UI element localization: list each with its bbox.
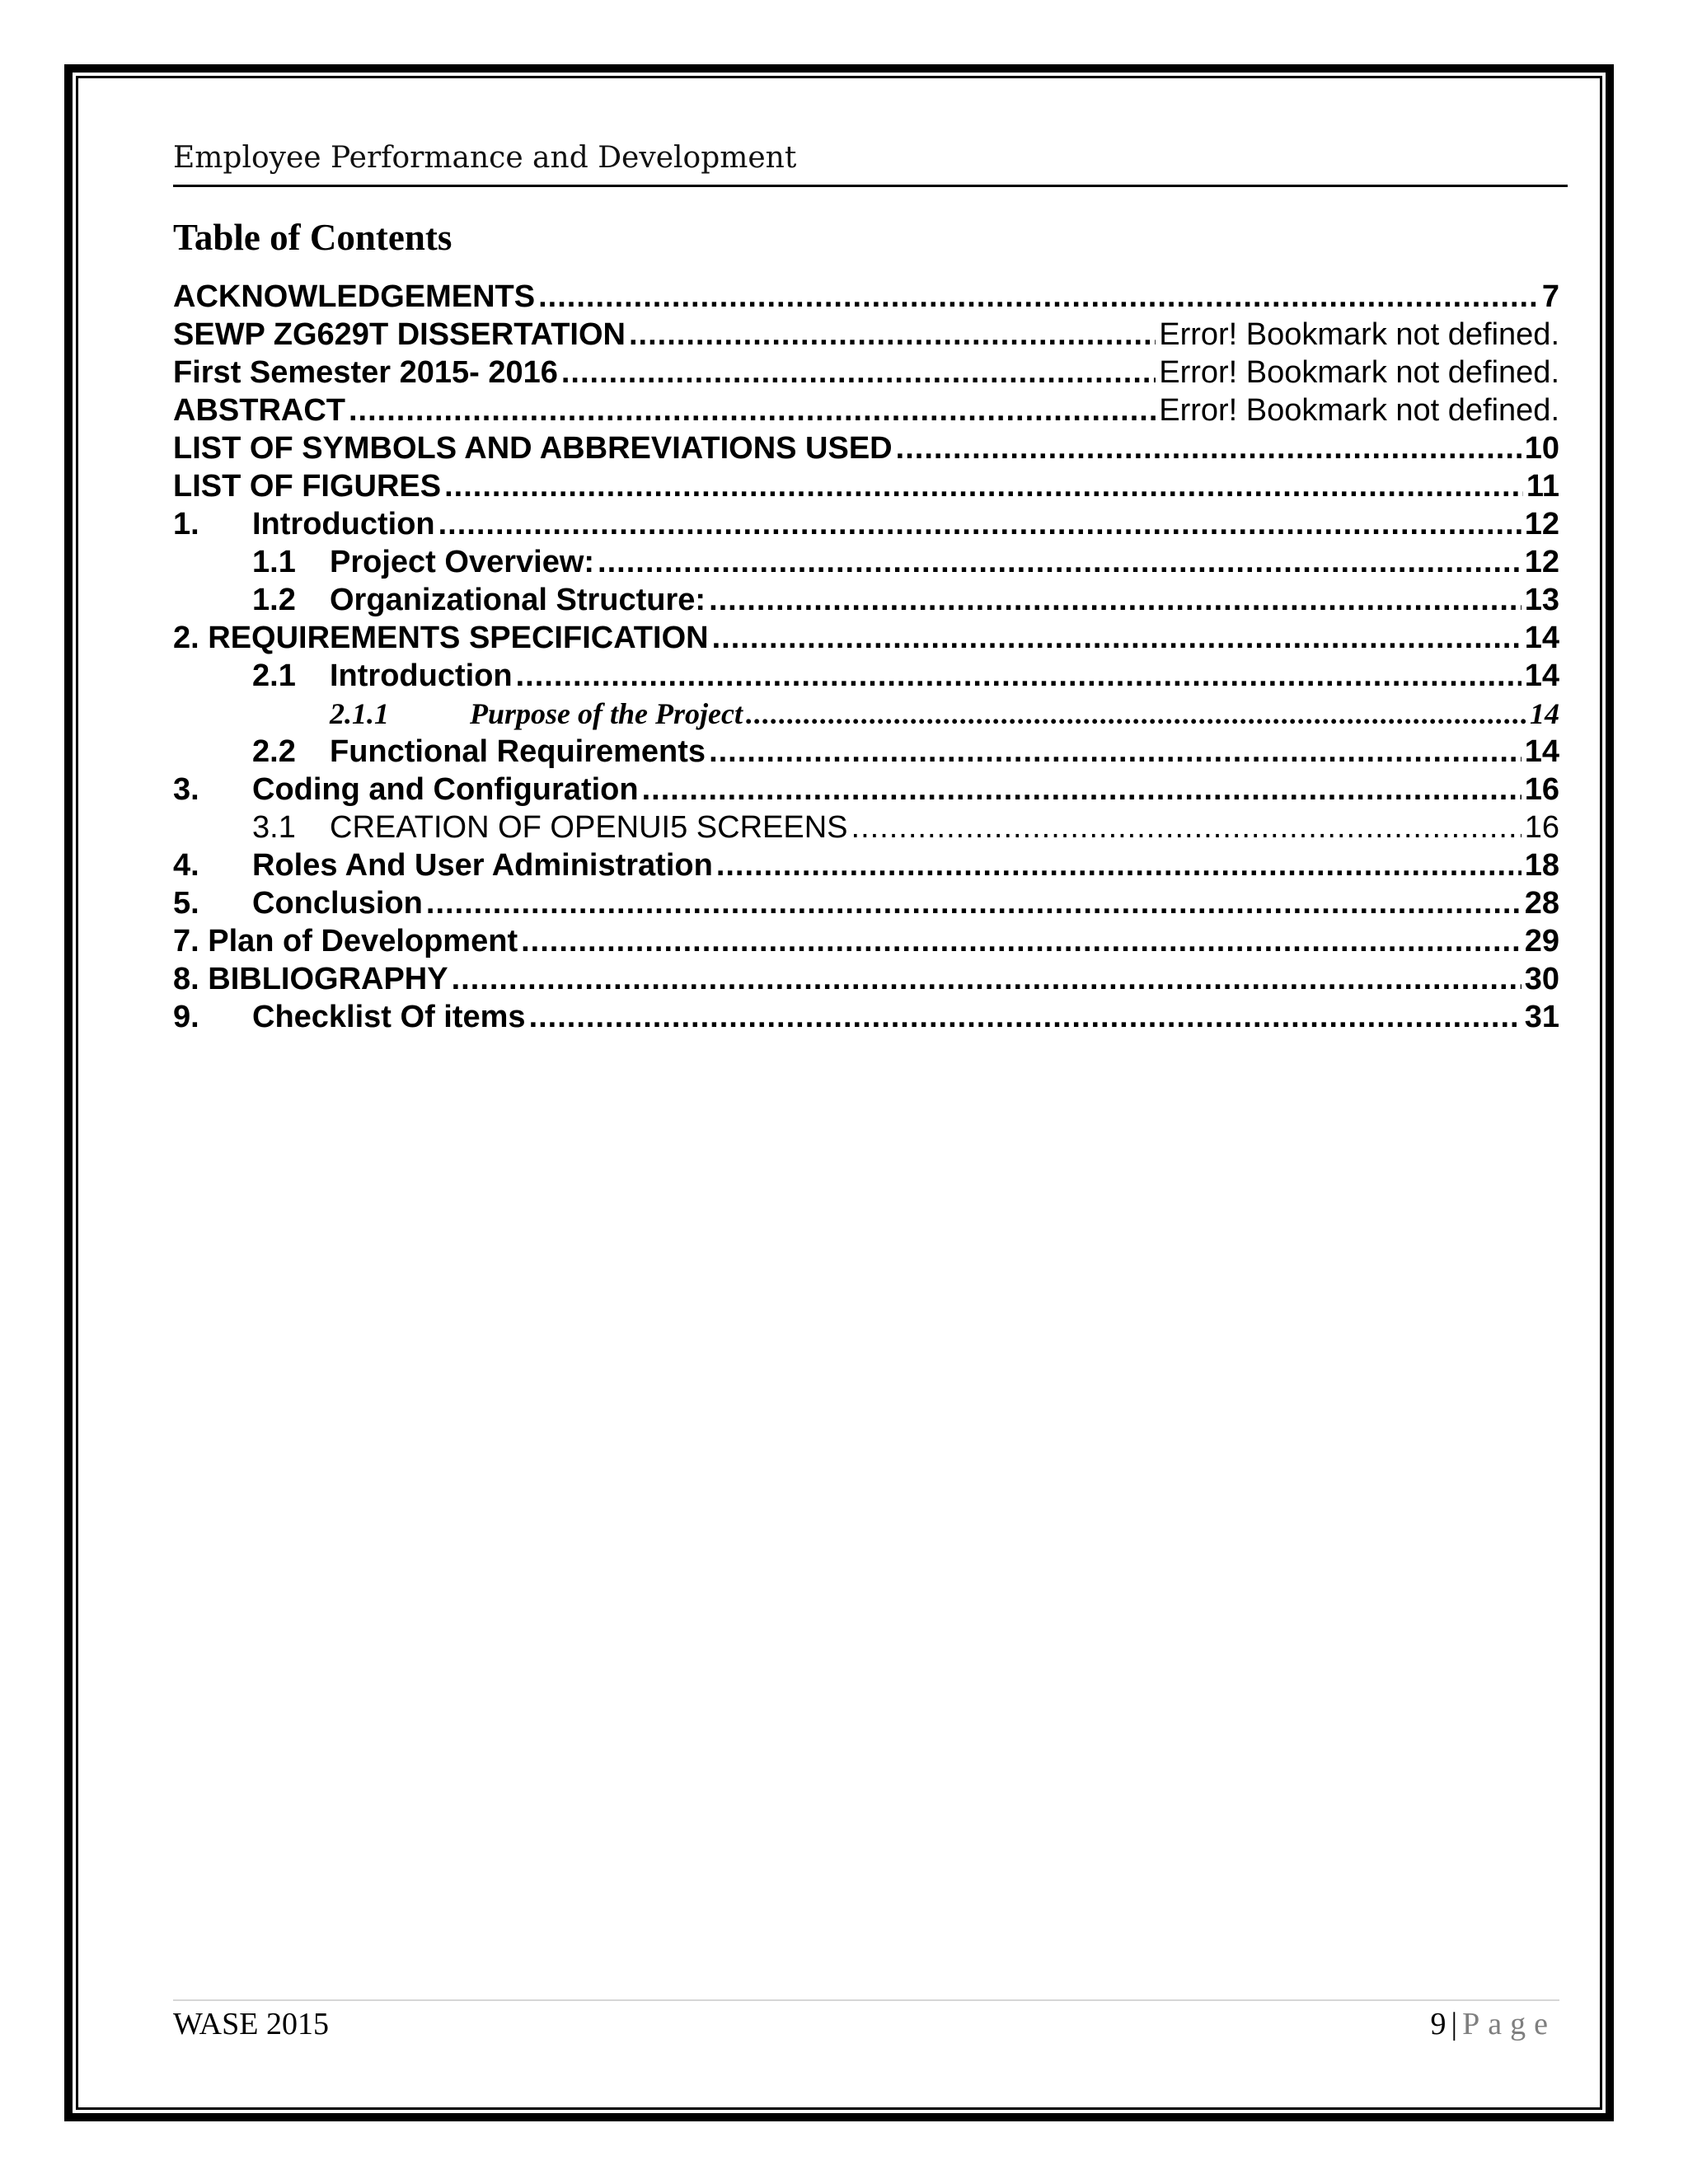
toc-entry-page: 29	[1524, 924, 1559, 958]
toc-entry-page: 14	[1524, 621, 1559, 655]
toc-entry[interactable]	[173, 808, 1559, 846]
table-of-contents	[173, 278, 1559, 1036]
toc-entry-number: 4.	[173, 848, 199, 883]
toc-entry[interactable]	[173, 657, 1559, 695]
toc-entry-label: Introduction	[330, 658, 513, 693]
toc-entry-label: ABSTRACT	[173, 393, 345, 428]
toc-dot-leader	[642, 771, 1522, 808]
toc-entry[interactable]	[173, 960, 1559, 998]
toc-entry-number: 1.2	[252, 583, 296, 617]
toc-entry[interactable]	[173, 581, 1559, 619]
toc-dot-leader	[746, 695, 1526, 733]
toc-entry-page: 10	[1524, 431, 1559, 466]
toc-dot-leader	[529, 998, 1522, 1036]
toc-entry-number: 3.1	[252, 810, 296, 845]
toc-dot-leader	[521, 922, 1522, 960]
toc-entry-page: 14	[1524, 734, 1559, 769]
toc-entry-page: Error! Bookmark not defined.	[1159, 393, 1559, 428]
toc-dot-leader	[712, 619, 1522, 657]
toc-dot-leader	[538, 278, 1539, 316]
toc-entry-label: SEWP ZG629T DISSERTATION	[173, 317, 626, 352]
page-word: Page	[1462, 2007, 1556, 2041]
toc-entry-page: 11	[1526, 469, 1559, 504]
toc-dot-leader	[851, 808, 1522, 846]
toc-entry-label: First Semester 2015- 2016	[173, 355, 558, 390]
toc-entry-label: LIST OF FIGURES	[173, 469, 442, 504]
toc-entry-page: Error! Bookmark not defined.	[1159, 317, 1559, 352]
toc-entry-label: Purpose of the Project	[470, 697, 743, 730]
toc-entry[interactable]	[173, 922, 1559, 960]
toc-entry-page: 18	[1524, 848, 1559, 883]
toc-entry[interactable]	[173, 771, 1559, 808]
toc-entry-label: CREATION OF OPENUI5 SCREENS	[330, 810, 848, 845]
toc-entry-label: Roles And User Administration	[252, 848, 713, 883]
toc-entry-page: 7	[1541, 279, 1559, 314]
toc-dot-leader	[444, 467, 1523, 505]
toc-entry-page: 16	[1524, 810, 1559, 845]
toc-entry-label: LIST OF SYMBOLS AND ABBREVIATIONS USED	[173, 431, 893, 466]
toc-entry-label: Coding and Configuration	[252, 772, 639, 807]
toc-entry-page: 13	[1524, 583, 1559, 617]
toc-dot-leader	[629, 316, 1156, 354]
toc-dot-leader	[349, 391, 1156, 429]
toc-entry-label: 2. REQUIREMENTS SPECIFICATION	[173, 621, 709, 655]
toc-entry-page: 31	[1524, 1000, 1559, 1034]
toc-entry-label: Introduction	[252, 507, 435, 541]
toc-dot-leader	[716, 846, 1522, 884]
toc-entry-number: 5.	[173, 886, 199, 921]
toc-entry[interactable]	[173, 884, 1559, 922]
toc-dot-leader	[438, 505, 1522, 543]
toc-entry-number: 9.	[173, 1000, 199, 1034]
toc-entry-page: 28	[1524, 886, 1559, 921]
toc-entry-page: 14	[1524, 658, 1559, 693]
toc-entry[interactable]	[173, 467, 1559, 505]
toc-entry-label: Checklist Of items	[252, 1000, 526, 1034]
toc-entry-label: ACKNOWLEDGEMENTS	[173, 279, 536, 314]
toc-dot-leader	[598, 543, 1522, 581]
toc-entry[interactable]	[173, 316, 1559, 354]
toc-entry-label: Conclusion	[252, 886, 423, 921]
footer-divider	[173, 1999, 1559, 2001]
toc-entry[interactable]	[173, 543, 1559, 581]
toc-entry-page: 30	[1524, 962, 1559, 996]
toc-dot-leader	[561, 354, 1156, 391]
toc-entry-label: 7. Plan of Development	[173, 924, 518, 958]
toc-entry-page: 16	[1524, 772, 1559, 807]
page-header: Employee Performance and Development	[173, 138, 1568, 187]
toc-entry[interactable]	[173, 391, 1559, 429]
toc-dot-leader	[709, 581, 1522, 619]
toc-entry-number: 1.	[173, 507, 199, 541]
toc-dot-leader	[516, 657, 1522, 695]
toc-entry-number: 1.1	[252, 545, 296, 579]
toc-entry-number: 2.2	[252, 734, 296, 769]
toc-entry-label: Functional Requirements	[330, 734, 706, 769]
toc-entry-page: 12	[1524, 545, 1559, 579]
footer-page-number	[1431, 2001, 1556, 2047]
toc-title: Table of Contents	[173, 217, 452, 258]
toc-entry[interactable]	[173, 429, 1559, 467]
toc-entry[interactable]	[173, 733, 1559, 771]
toc-entry[interactable]	[173, 278, 1559, 316]
toc-dot-leader	[896, 429, 1522, 467]
toc-entry[interactable]	[173, 619, 1559, 657]
toc-entry-label: Organizational Structure:	[330, 583, 706, 617]
toc-entry-number: 2.1	[252, 658, 296, 693]
toc-entry-number: 3.	[173, 772, 199, 807]
toc-entry[interactable]	[173, 998, 1559, 1036]
toc-entry[interactable]	[173, 695, 1559, 733]
footer-left-text: WASE 2015	[173, 2007, 329, 2041]
toc-entry-number: 2.1.1	[330, 697, 389, 730]
toc-entry-page: 14	[1530, 697, 1559, 730]
toc-entry[interactable]	[173, 354, 1559, 391]
toc-entry-page: 12	[1524, 507, 1559, 541]
toc-entry-label: Project Overview:	[330, 545, 595, 579]
toc-entry-label: 8. BIBLIOGRAPHY	[173, 962, 448, 996]
page-number: 9	[1430, 2007, 1447, 2041]
toc-dot-leader	[709, 733, 1522, 771]
toc-entry[interactable]	[173, 505, 1559, 543]
page-separator: |	[1451, 2007, 1458, 2041]
toc-entry-page: Error! Bookmark not defined.	[1159, 355, 1559, 390]
toc-entry[interactable]	[173, 846, 1559, 884]
toc-dot-leader	[426, 884, 1522, 922]
toc-dot-leader	[452, 960, 1522, 998]
